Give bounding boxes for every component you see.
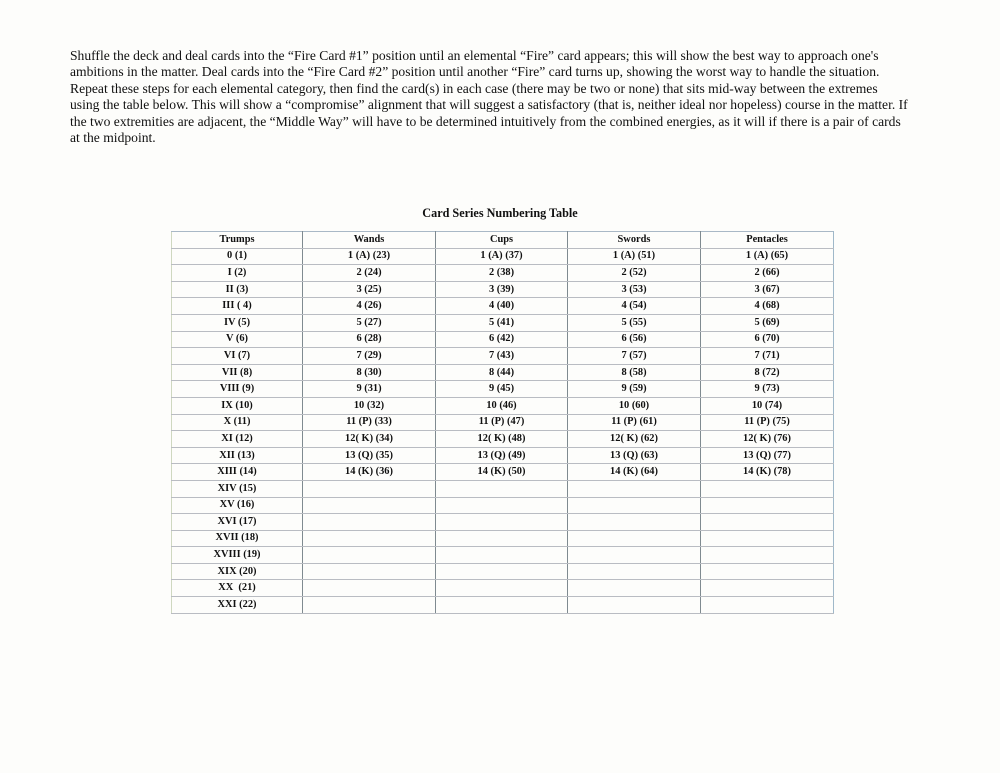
cell-swords [568, 480, 701, 497]
cell-swords: 7 (57) [568, 348, 701, 365]
cell-swords: 10 (60) [568, 397, 701, 414]
cell-wands: 3 (25) [303, 281, 436, 298]
table-title: Card Series Numbering Table [422, 206, 578, 220]
cell-cups: 14 (K) (50) [436, 464, 568, 481]
cell-cups [436, 597, 568, 614]
cell-wands [303, 530, 436, 547]
table-row [172, 480, 834, 497]
cell-pentacles: 11 (P) (75) [701, 414, 834, 431]
cell-wands [303, 480, 436, 497]
cell-swords: 2 (52) [568, 265, 701, 282]
cell-swords: 3 (53) [568, 281, 701, 298]
cell-wands: 10 (32) [303, 397, 436, 414]
cell-cups: 10 (46) [436, 397, 568, 414]
cell-swords: 4 (54) [568, 298, 701, 315]
table-row [172, 414, 834, 431]
cell-trumps: VI (7) [172, 348, 303, 365]
table-row [172, 314, 834, 331]
table-row [172, 265, 834, 282]
cell-pentacles: 12( K) (76) [701, 431, 834, 448]
cell-cups: 7 (43) [436, 348, 568, 365]
cell-swords: 12( K) (62) [568, 431, 701, 448]
table-row [172, 281, 834, 298]
cell-pentacles: 3 (67) [701, 281, 834, 298]
table-row [172, 563, 834, 580]
cell-trumps: I (2) [172, 265, 303, 282]
cell-trumps: 0 (1) [172, 248, 303, 265]
cell-trumps: III ( 4) [172, 298, 303, 315]
cell-pentacles [701, 563, 834, 580]
cell-pentacles: 13 (Q) (77) [701, 447, 834, 464]
instructions-paragraph [70, 48, 950, 146]
cell-cups [436, 530, 568, 547]
cell-pentacles: 2 (66) [701, 265, 834, 282]
table-row [172, 547, 834, 564]
table-row [172, 530, 834, 547]
cell-trumps: VIII (9) [172, 381, 303, 398]
cell-trumps: IV (5) [172, 314, 303, 331]
table-row [172, 431, 834, 448]
table-row [172, 397, 834, 414]
cell-wands [303, 547, 436, 564]
instructions-line: Shuffle the deck and deal cards into the “Fire Card #1” position until an elemental “Fire” card appears; this will show the best way to approach one's [70, 48, 879, 63]
cell-pentacles: 6 (70) [701, 331, 834, 348]
cell-cups: 12( K) (48) [436, 431, 568, 448]
cell-swords [568, 547, 701, 564]
card-series-table [171, 231, 834, 614]
table-body [172, 248, 834, 613]
cell-swords: 1 (A) (51) [568, 248, 701, 265]
cell-wands [303, 497, 436, 514]
cell-swords: 5 (55) [568, 314, 701, 331]
cell-pentacles: 1 (A) (65) [701, 248, 834, 265]
cell-trumps: X (11) [172, 414, 303, 431]
cell-pentacles [701, 497, 834, 514]
instructions-line: at the midpoint. [70, 130, 156, 146]
cell-wands [303, 514, 436, 531]
cell-wands: 8 (30) [303, 364, 436, 381]
cell-swords: 13 (Q) (63) [568, 447, 701, 464]
cell-trumps: XII (13) [172, 447, 303, 464]
cell-trumps: IX (10) [172, 397, 303, 414]
header-pentacles: Pentacles [701, 232, 834, 249]
cell-cups [436, 497, 568, 514]
cell-pentacles [701, 514, 834, 531]
cell-cups: 1 (A) (37) [436, 248, 568, 265]
cell-cups [436, 514, 568, 531]
cell-trumps: II (3) [172, 281, 303, 298]
cell-pentacles: 14 (K) (78) [701, 464, 834, 481]
table-row [172, 298, 834, 315]
table-row [172, 348, 834, 365]
cell-trumps: XIX (20) [172, 563, 303, 580]
table-row [172, 248, 834, 265]
cell-swords: 6 (56) [568, 331, 701, 348]
cell-wands [303, 580, 436, 597]
cell-pentacles [701, 580, 834, 597]
cell-cups [436, 547, 568, 564]
cell-pentacles [701, 530, 834, 547]
cell-pentacles: 8 (72) [701, 364, 834, 381]
cell-wands: 2 (24) [303, 265, 436, 282]
cell-trumps: XIV (15) [172, 480, 303, 497]
instructions-line: using the table below. This will show a “compromise” alignment that will suggest a satisfactory (that is, neither ideal nor hopeless) course in the matter. If [70, 97, 908, 113]
cell-cups: 4 (40) [436, 298, 568, 315]
cell-cups: 11 (P) (47) [436, 414, 568, 431]
cell-trumps: XI (12) [172, 431, 303, 448]
table-row [172, 497, 834, 514]
cell-cups: 8 (44) [436, 364, 568, 381]
cell-trumps: VII (8) [172, 364, 303, 381]
cell-swords: 9 (59) [568, 381, 701, 398]
cell-pentacles: 7 (71) [701, 348, 834, 365]
cell-trumps: XVIII (19) [172, 547, 303, 564]
cell-swords [568, 597, 701, 614]
cell-cups: 6 (42) [436, 331, 568, 348]
cell-wands: 7 (29) [303, 348, 436, 365]
cell-cups: 3 (39) [436, 281, 568, 298]
cell-wands: 1 (A) (23) [303, 248, 436, 265]
cell-trumps: XV (16) [172, 497, 303, 514]
cell-wands: 13 (Q) (35) [303, 447, 436, 464]
cell-trumps: XXI (22) [172, 597, 303, 614]
cell-cups: 5 (41) [436, 314, 568, 331]
instructions-line: Repeat these steps for each elemental category, then find the card(s) in each case (there may be two or none) that sits mid-way between the extremes [70, 80, 878, 96]
cell-trumps: XVII (18) [172, 530, 303, 547]
cell-pentacles: 4 (68) [701, 298, 834, 315]
table-row [172, 464, 834, 481]
table-row [172, 364, 834, 381]
table-row [172, 597, 834, 614]
cell-wands: 9 (31) [303, 381, 436, 398]
cell-wands: 11 (P) (33) [303, 414, 436, 431]
cell-trumps: V (6) [172, 331, 303, 348]
cell-pentacles: 10 (74) [701, 397, 834, 414]
instructions-line: ambitions in the matter. Deal cards into the “Fire Card #2” position until another “Fire” card turns up, showing the worst way to handle the situation. [70, 64, 880, 80]
cell-wands: 5 (27) [303, 314, 436, 331]
cell-cups: 9 (45) [436, 381, 568, 398]
cell-cups: 2 (38) [436, 265, 568, 282]
cell-trumps: XIII (14) [172, 464, 303, 481]
cell-wands [303, 597, 436, 614]
cell-trumps: XX (21) [172, 580, 303, 597]
table-row [172, 580, 834, 597]
cell-swords [568, 580, 701, 597]
cell-wands: 12( K) (34) [303, 431, 436, 448]
cell-swords: 8 (58) [568, 364, 701, 381]
cell-swords: 11 (P) (61) [568, 414, 701, 431]
cell-pentacles: 9 (73) [701, 381, 834, 398]
cell-pentacles [701, 597, 834, 614]
table-row [172, 514, 834, 531]
cell-cups [436, 580, 568, 597]
cell-swords [568, 563, 701, 580]
cell-swords [568, 497, 701, 514]
cell-cups: 13 (Q) (49) [436, 447, 568, 464]
cell-wands: 6 (28) [303, 331, 436, 348]
cell-wands: 14 (K) (36) [303, 464, 436, 481]
header-cups: Cups [436, 232, 568, 249]
cell-swords [568, 530, 701, 547]
cell-pentacles: 5 (69) [701, 314, 834, 331]
cell-pentacles [701, 547, 834, 564]
cell-swords: 14 (K) (64) [568, 464, 701, 481]
header-wands: Wands [303, 232, 436, 249]
table-row [172, 447, 834, 464]
instructions-line: the two extremities are adjacent, the “Middle Way” will have to be determined intuitively from the combined energies, as it will if there is a pair of cards [70, 113, 901, 129]
table-row [172, 381, 834, 398]
cell-wands: 4 (26) [303, 298, 436, 315]
table-header-row [172, 232, 834, 249]
cell-cups [436, 563, 568, 580]
cell-cups [436, 480, 568, 497]
table-row [172, 331, 834, 348]
cell-trumps: XVI (17) [172, 514, 303, 531]
header-swords: Swords [568, 232, 701, 249]
cell-pentacles [701, 480, 834, 497]
header-trumps: Trumps [172, 232, 303, 249]
cell-wands [303, 563, 436, 580]
cell-swords [568, 514, 701, 531]
